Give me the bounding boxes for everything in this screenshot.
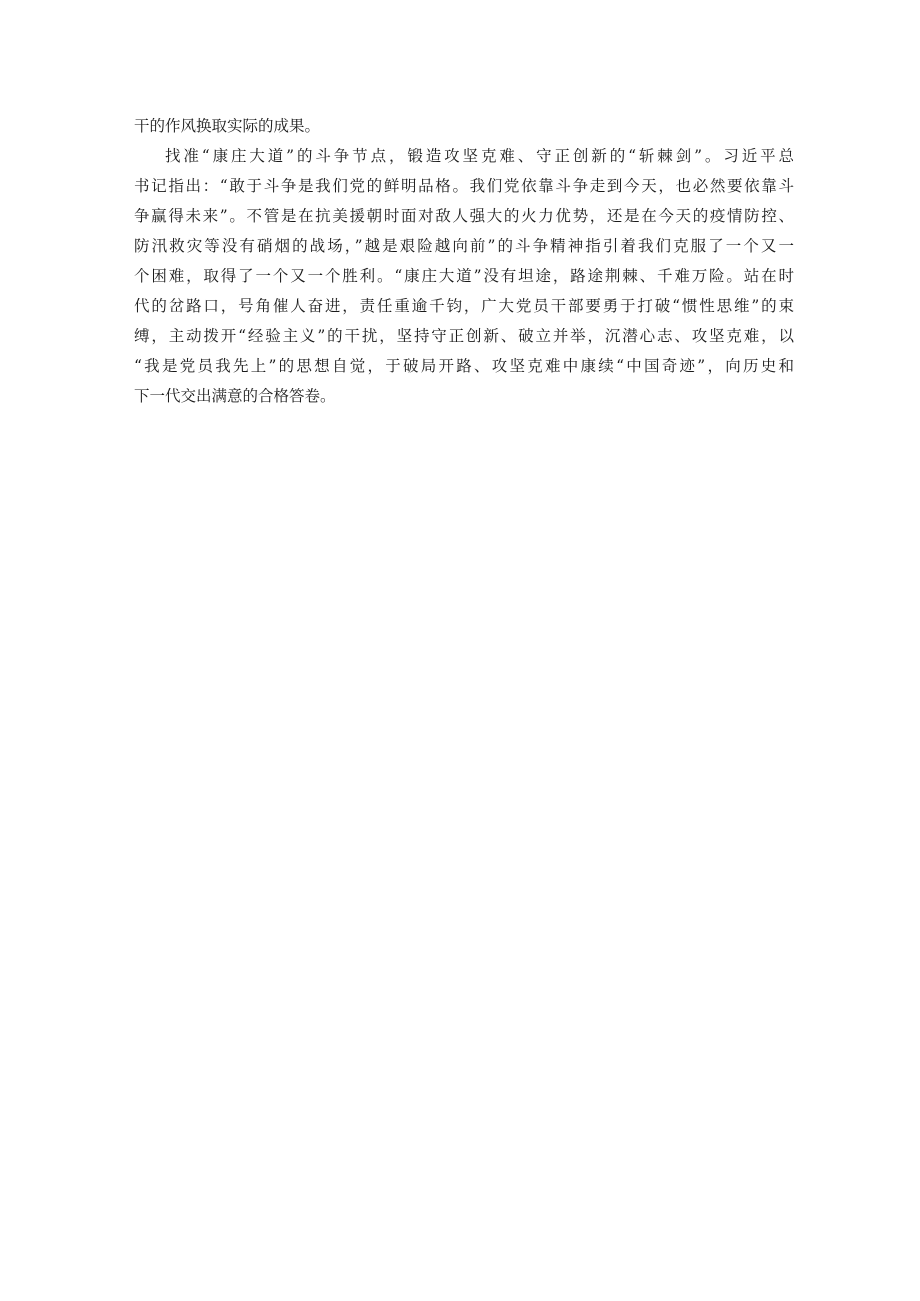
paragraph-1 xyxy=(134,111,794,141)
text-line: 防汛救灾等没有硝烟的战场，”越是艰险越向前”的斗争精神指引着我们克服了一个又一 xyxy=(134,237,794,255)
paragraph-2 xyxy=(134,141,794,411)
text-line: 缚，主动拨开“经验主义”的干扰，坚持守正创新、破立并举，沉潜心志、攻坚克难，以 xyxy=(134,327,794,345)
body-text xyxy=(134,111,794,411)
text-line: 个困难，取得了一个又一个胜利。“康庄大道”没有坦途，路途荆棘、千难万险。站在时 xyxy=(134,267,794,285)
text-line: 干的作风换取实际的成果。 xyxy=(134,117,321,135)
text-line: 书记指出：“敢于斗争是我们党的鲜明品格。我们党依靠斗争走到今天，也必然要依靠斗 xyxy=(134,177,794,195)
text-line: 找准“康庄大道”的斗争节点，锻造攻坚克难、守正创新的“斩棘剑”。习近平总 xyxy=(165,147,794,165)
text-line: 下一代交出满意的合格答卷。 xyxy=(134,387,336,405)
text-line: “我是党员我先上”的思想自觉，于破局开路、攻坚克难中康续“中国奇迹”，向历史和 xyxy=(134,357,794,375)
text-line: 争赢得未来”。不管是在抗美援朝时面对敌人强大的火力优势，还是在今天的疫情防控、 xyxy=(134,207,794,225)
text-line: 代的岔路口，号角催人奋进，责任重逾千钧，广大党员干部要勇于打破“惯性思维”的束 xyxy=(134,297,794,315)
